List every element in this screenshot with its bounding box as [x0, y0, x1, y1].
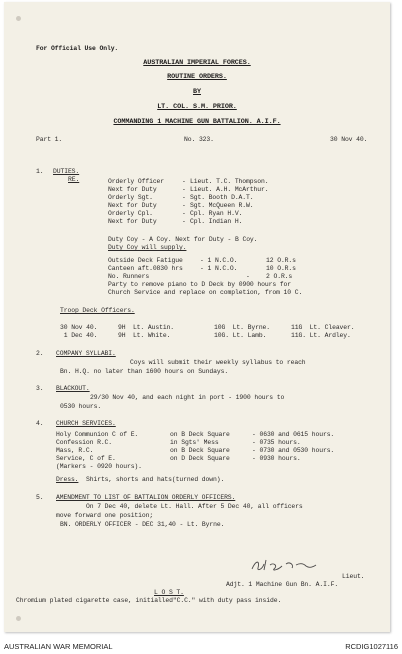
- syllabi-line-2: Bn. H.Q. no later than 1600 hours on Sundays.: [60, 368, 229, 375]
- duty-sep: -: [182, 202, 186, 209]
- command-title: COMMANDING 1 MACHINE GUN BATTALION. A.I.F.: [113, 118, 281, 126]
- supply-task: Canteen aft.0830 hrs: [108, 265, 183, 272]
- party-line-2: Church Service and replace on completion, from 10 C.: [108, 289, 303, 296]
- lost-text: Chromium plated cigarette case, initialled"C.C." with duty pass inside.: [16, 597, 282, 604]
- section-number: 3.: [36, 385, 44, 392]
- duty-sep: -: [182, 218, 186, 225]
- party-line-1: Party to remove piano to D Deck by 0900 hours for: [108, 281, 292, 288]
- punch-hole: [16, 16, 21, 21]
- supply-qty: 10 O.R.s: [266, 265, 296, 272]
- duty-name: Sgt. Booth D.A.T.: [190, 194, 254, 201]
- syllabi-line-1: Coys will submit their weekly syllabus to reach: [130, 359, 306, 366]
- service-name: Holy Communion C of E.: [56, 431, 139, 438]
- section-number: 1.: [36, 168, 44, 175]
- supply-task: No. Runners: [108, 273, 150, 280]
- supply-heading: Duty Coy will supply.: [108, 244, 187, 251]
- officer-name: LT. COL. S.M. PRIOR.: [157, 103, 237, 111]
- section-heading-blackout: BLACKOUT.: [56, 385, 90, 392]
- lost-heading: L O S T.: [154, 589, 184, 596]
- amendment-line-1: On 7 Dec 40, delete Lt. Hall. After 5 Dec 40, all officers: [86, 503, 303, 510]
- archive-footer: [0, 636, 402, 654]
- service-time: - 0735 hours.: [252, 439, 301, 446]
- service-name: Service, C of E.: [56, 455, 116, 462]
- section-heading-amendment: AMENDMENT TO LIST OF BATTALION ORDERLY OFFICERS.: [56, 494, 236, 501]
- service-place: on B Deck Square: [170, 447, 230, 454]
- punch-hole: [16, 616, 21, 621]
- order-number: No. 323.: [184, 136, 214, 143]
- footer-institution: AUSTRALIAN WAR MEMORIAL: [4, 642, 113, 651]
- signature-appointment: Adjt. 1 Machine Gun Bn. A.I.F.: [226, 581, 339, 588]
- duty-coy-line: Duty Coy - A Coy. Next for Duty - B Coy.: [108, 236, 258, 243]
- troop-officer-c: 11G Lt. Cleaver.: [291, 324, 355, 331]
- amendment-line-3: BN. ORDERLY OFFICER - DEC 31,40 - Lt. Byrne.: [60, 521, 225, 528]
- orders-title: ROUTINE ORDERS.: [167, 73, 227, 81]
- section-number: 5.: [36, 494, 44, 501]
- section-heading-syllabi: COMPANY SYLLABI.: [56, 350, 116, 357]
- troop-officer-b: 10G Lt. Byrne.: [214, 324, 271, 331]
- duty-sep: -: [182, 194, 186, 201]
- duty-name: Lieut. T.C. Thompson.: [190, 178, 269, 185]
- duty-role: Next for Duty: [108, 218, 157, 225]
- troop-officer-b: 10G. Lt. Lamb.: [214, 332, 267, 339]
- troop-officer-c: 11G. Lt. Ardley.: [291, 332, 351, 339]
- official-use-label: For Official Use Only.: [36, 45, 119, 52]
- duty-role: Orderly Cpl.: [108, 210, 153, 217]
- force-title: AUSTRALIAN IMPERIAL FORCES.: [143, 59, 251, 67]
- service-name: Mass, R.C.: [56, 447, 94, 454]
- service-place: on D Deck Square: [170, 455, 230, 462]
- service-time: - 0630 and 0615 hours.: [252, 431, 335, 438]
- dress-text: Shirts, shorts and hats(turned down).: [86, 476, 225, 483]
- troop-officer-a: 9H Lt. Austin.: [118, 324, 175, 331]
- duty-role: Orderly Sgt.: [108, 194, 153, 201]
- section-subheading: RE.: [68, 176, 80, 183]
- duty-name: Cpl. Indian H.: [190, 218, 243, 225]
- order-date: 30 Nov 40.: [330, 136, 368, 143]
- supply-sep: - 1 N.C.O.: [200, 257, 238, 264]
- document-sheet: [4, 2, 390, 632]
- section-heading-duties: DUTIES.: [53, 168, 80, 175]
- section-heading-church: CHURCH SERVICES.: [56, 420, 116, 427]
- service-name: Confession R.C.: [56, 439, 113, 446]
- duty-role: Next for Duty: [108, 202, 157, 209]
- duty-name: Lieut. A.H. McArthur.: [190, 186, 269, 193]
- service-place: on B Deck Square: [170, 431, 230, 438]
- supply-task: Outside Deck Fatigue: [108, 257, 183, 264]
- signature-rank: Lieut.: [342, 573, 365, 580]
- duty-sep: -: [182, 186, 186, 193]
- section-number: 2.: [36, 350, 44, 357]
- by-label: BY: [193, 88, 201, 96]
- markers-note: (Markers - 0920 hours).: [56, 463, 142, 470]
- service-time: - 0930 hours.: [252, 455, 301, 462]
- dress-label: Dress.: [56, 476, 79, 483]
- footer-catalogue-id: RCDIG1027116: [345, 642, 398, 651]
- supply-sep: -: [246, 273, 250, 280]
- supply-qty: 2 O.R.s: [266, 273, 293, 280]
- troop-date: 1 Dec 40.: [60, 332, 98, 339]
- troop-officer-a: 9H Lt. White.: [118, 332, 171, 339]
- troop-date: 30 Nov 40.: [60, 324, 98, 331]
- duty-sep: -: [182, 178, 186, 185]
- handwritten-signature: [248, 556, 324, 574]
- troop-deck-heading: Troop Deck Officers.: [60, 307, 135, 314]
- duty-name: Sgt. McQueen R.W.: [190, 202, 254, 209]
- blackout-line-2: 0530 hours.: [60, 403, 102, 410]
- blackout-line-1: 29/30 Nov 40, and each night in port - 1900 hours to: [90, 394, 285, 401]
- supply-qty: 12 O.R.s: [266, 257, 296, 264]
- amendment-line-2: move forward one position;: [56, 512, 154, 519]
- duty-role: Next for Duty: [108, 186, 157, 193]
- service-place: in Sgts' Mess: [170, 439, 219, 446]
- supply-sep: - 1 N.C.O.: [200, 265, 238, 272]
- duty-name: Cpl. Ryan H.V.: [190, 210, 243, 217]
- duty-sep: -: [182, 210, 186, 217]
- section-number: 4.: [36, 420, 44, 427]
- duty-role: Orderly Officer: [108, 178, 165, 185]
- part-label: Part 1.: [36, 136, 63, 143]
- service-time: - 0730 and 0530 hours.: [252, 447, 335, 454]
